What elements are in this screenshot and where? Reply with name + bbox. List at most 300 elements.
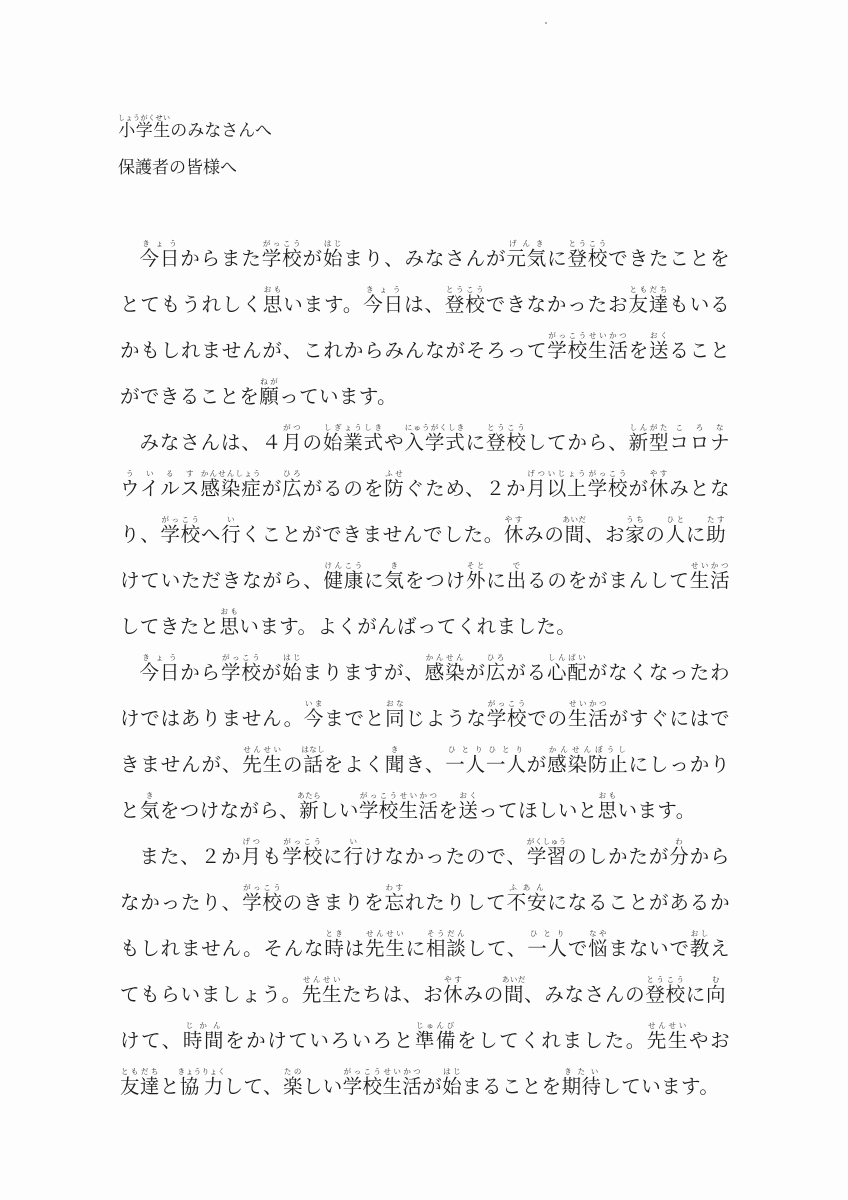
ruby-reading: なや bbox=[588, 929, 609, 938]
text-run: へ bbox=[200, 523, 222, 546]
ruby-base: 休 bbox=[503, 523, 525, 546]
ruby-reading: とうこう bbox=[485, 423, 527, 432]
ruby-reading: とうこう bbox=[645, 975, 686, 984]
salutation-guardians: 保護者の皆様へ bbox=[118, 158, 237, 178]
ruby-base: 外 bbox=[465, 569, 487, 592]
salutation-students: 小学生しょうがくせいのみなさんへ bbox=[118, 114, 272, 141]
text-run: できたことをとてもうれしく bbox=[120, 247, 731, 316]
text-run: からまた bbox=[180, 247, 262, 270]
ruby-reading: やす bbox=[443, 975, 464, 984]
text-run: けていただきながら、 bbox=[120, 569, 324, 592]
text-run: います。 bbox=[617, 799, 696, 822]
ruby-base: 間 bbox=[562, 523, 587, 546]
ruby-word bbox=[561, 1067, 602, 1098]
text-run: も bbox=[261, 845, 283, 868]
text-run: が bbox=[628, 477, 649, 500]
ruby-base: 登校 bbox=[645, 983, 686, 1006]
ruby-base: 休 bbox=[443, 983, 464, 1006]
ruby-base: 気 bbox=[384, 569, 405, 592]
text-run: き、 bbox=[405, 753, 446, 776]
ruby-base: 先生 bbox=[365, 937, 406, 960]
ruby-reading: ねが bbox=[259, 377, 280, 386]
text-run: がるのを bbox=[302, 477, 385, 500]
ruby-word bbox=[221, 653, 262, 684]
ruby-word bbox=[322, 239, 344, 270]
ruby-word bbox=[706, 975, 726, 1006]
text-run: もいるかもしれませんが、これからみんながそろって bbox=[120, 293, 730, 362]
ruby-base: 広 bbox=[485, 661, 507, 684]
text-run: までと bbox=[324, 707, 386, 730]
text-run: まり、みなさんが bbox=[343, 247, 507, 270]
ruby-reading: そと bbox=[465, 561, 486, 570]
paragraph-4 bbox=[120, 834, 730, 1110]
text-run: の bbox=[645, 523, 666, 546]
ruby-base: 広 bbox=[282, 477, 303, 500]
ruby-word bbox=[689, 929, 711, 960]
ruby-word bbox=[323, 561, 365, 592]
ruby-word bbox=[384, 469, 405, 500]
ruby-base: 学校生活 bbox=[342, 1075, 423, 1098]
ruby-base: 助 bbox=[706, 523, 726, 546]
ruby-word bbox=[343, 837, 364, 868]
ruby-reading: おく bbox=[458, 791, 479, 800]
ruby-base: 友達 bbox=[120, 1075, 160, 1098]
ruby-base: 生活 bbox=[689, 569, 731, 592]
text-run: にしっかりと bbox=[120, 753, 730, 822]
ruby-word bbox=[139, 239, 181, 270]
ruby-base: 先生 bbox=[646, 1029, 689, 1052]
ruby-reading: おし bbox=[689, 929, 710, 938]
ruby-reading: せいかつ bbox=[689, 561, 731, 570]
text-run: くことができませんでした。 bbox=[241, 523, 504, 546]
text-run: まりますが、 bbox=[302, 661, 425, 684]
text-run: みなさんは、４ bbox=[139, 431, 283, 454]
ruby-base: 感染症 bbox=[200, 477, 262, 500]
ruby-word bbox=[384, 561, 405, 592]
ruby-base: 期待 bbox=[561, 1075, 602, 1098]
ruby-reading: げつ bbox=[241, 837, 262, 846]
ruby-reading: とうこう bbox=[444, 285, 486, 294]
text-run: しています。 bbox=[601, 1075, 720, 1098]
ruby-base: 聞 bbox=[384, 753, 406, 776]
text-run: して、 bbox=[223, 1075, 283, 1098]
ruby-base: 協力 bbox=[177, 1075, 226, 1098]
ruby-reading: がっこう bbox=[261, 239, 303, 248]
ruby-word bbox=[547, 653, 588, 684]
text-run: をかけていろいろと bbox=[225, 1029, 415, 1052]
ruby-base: 不安 bbox=[506, 891, 548, 914]
ruby-word bbox=[120, 1067, 160, 1098]
ruby-base: 防 bbox=[384, 477, 405, 500]
ruby-word bbox=[404, 423, 466, 454]
ruby-reading: あいだ bbox=[562, 515, 587, 524]
text-run: まることを bbox=[462, 1075, 562, 1098]
ruby-base: 月以上 bbox=[526, 477, 588, 500]
text-run: るのをがまんして bbox=[527, 569, 690, 592]
ruby-reading: ひと bbox=[665, 515, 686, 524]
ruby-base: 先生 bbox=[242, 753, 283, 776]
ruby-reading: ひとり bbox=[527, 929, 568, 938]
text-run: が bbox=[526, 753, 548, 776]
ruby-reading: せいかつ bbox=[567, 699, 609, 708]
ruby-reading: おも bbox=[262, 285, 283, 294]
ruby-word bbox=[139, 791, 160, 822]
ruby-word bbox=[221, 515, 242, 546]
ruby-base: 思 bbox=[219, 615, 240, 638]
ruby-base: 登校 bbox=[444, 293, 486, 316]
ruby-word bbox=[646, 1021, 689, 1052]
text-run: が bbox=[261, 661, 283, 684]
text-run: して、 bbox=[466, 937, 528, 960]
text-run: をつけ bbox=[404, 569, 466, 592]
ruby-reading: はなし bbox=[301, 745, 326, 754]
text-run: 、みなさんの bbox=[523, 983, 646, 1006]
text-run: をつけながら、 bbox=[159, 799, 300, 822]
ruby-base: 悩 bbox=[588, 937, 609, 960]
ruby-base: 学校 bbox=[242, 891, 283, 914]
ruby-reading: かんせんぼうし bbox=[547, 745, 629, 754]
ruby-word bbox=[506, 561, 528, 592]
ruby-base: 健康 bbox=[323, 569, 365, 592]
ruby-base: 思 bbox=[597, 799, 618, 822]
ruby-base: 行 bbox=[343, 845, 364, 868]
ruby-reading: きょう bbox=[139, 653, 180, 662]
ruby-base: 相談 bbox=[425, 937, 467, 960]
ruby-word bbox=[628, 285, 670, 316]
ruby-word bbox=[562, 515, 587, 546]
ruby-base: 元気 bbox=[506, 247, 548, 270]
ruby-reading: む bbox=[706, 975, 726, 984]
ruby-base: 学校 bbox=[282, 845, 324, 868]
ruby-reading: やす bbox=[648, 469, 669, 478]
ruby-base: 今日 bbox=[139, 247, 181, 270]
ruby-base: 心配 bbox=[547, 661, 588, 684]
text-run: を bbox=[438, 799, 459, 822]
ruby-base: 先生 bbox=[301, 983, 343, 1006]
ruby-word bbox=[242, 745, 283, 776]
ruby-word bbox=[358, 791, 439, 822]
ruby-word bbox=[301, 975, 343, 1006]
text-run: の bbox=[282, 753, 304, 776]
ruby-base: 学校 bbox=[160, 523, 201, 546]
ruby-base: 向 bbox=[706, 983, 726, 1006]
ruby-reading: きょう bbox=[363, 285, 404, 294]
ruby-reading: おも bbox=[219, 607, 240, 616]
ruby-word bbox=[282, 837, 324, 868]
ruby-reading: きょう bbox=[139, 239, 180, 248]
text-run: みとなり、 bbox=[120, 477, 731, 546]
ruby-reading: い bbox=[221, 515, 241, 524]
ruby-word bbox=[242, 883, 283, 914]
ruby-word bbox=[425, 929, 467, 960]
ruby-reading: しんがた bbox=[628, 423, 669, 432]
text-run: の bbox=[302, 431, 323, 454]
text-run: っています。 bbox=[279, 385, 398, 408]
text-run: での bbox=[527, 707, 568, 730]
ruby-reading: がっこう bbox=[282, 837, 323, 846]
ruby-word bbox=[445, 745, 527, 776]
text-run: してから、 bbox=[526, 431, 629, 454]
ruby-reading: きょうりょく bbox=[177, 1067, 226, 1076]
ruby-base: 家 bbox=[625, 523, 646, 546]
ruby-reading: はじ bbox=[442, 1067, 463, 1076]
paragraph-1 bbox=[120, 236, 730, 420]
ruby-base: 登校 bbox=[567, 247, 609, 270]
ruby-word bbox=[160, 515, 201, 546]
ruby-base: 分 bbox=[669, 845, 690, 868]
ruby-word bbox=[465, 561, 487, 592]
ruby-reading: かんせんしょう bbox=[200, 469, 262, 478]
ruby-reading: ころなういるす bbox=[120, 423, 731, 478]
text-run: えてもらいましょう。 bbox=[120, 937, 731, 1006]
ruby-word bbox=[384, 883, 405, 914]
ruby-word bbox=[628, 423, 670, 454]
ruby-word bbox=[241, 837, 262, 868]
ruby-reading: しんぱい bbox=[547, 653, 588, 662]
text-run: ぐため、２か bbox=[404, 477, 527, 500]
text-run: に bbox=[364, 569, 385, 592]
ruby-word bbox=[282, 1067, 303, 1098]
ruby-base: 始 bbox=[442, 1075, 463, 1098]
text-run: は、 bbox=[404, 293, 445, 316]
ruby-word bbox=[648, 469, 670, 500]
ruby-base: 学校 bbox=[261, 247, 303, 270]
text-run: をしてくれました。 bbox=[457, 1029, 647, 1052]
ruby-reading: おな bbox=[385, 699, 406, 708]
text-run: に bbox=[486, 569, 507, 592]
text-run: に bbox=[323, 845, 344, 868]
ruby-base: 学校 bbox=[587, 477, 629, 500]
text-run: また、２か bbox=[139, 845, 242, 868]
ruby-word bbox=[259, 377, 280, 408]
text-run: が bbox=[422, 1075, 443, 1098]
ruby-word bbox=[506, 883, 548, 914]
ruby-base: 友達 bbox=[628, 293, 670, 316]
ruby-reading: あいだ bbox=[501, 975, 526, 984]
ruby-base: 準備 bbox=[414, 1029, 458, 1052]
ruby-base: 思 bbox=[262, 293, 284, 316]
ruby-reading: き bbox=[384, 745, 405, 754]
ruby-base: 人 bbox=[665, 523, 686, 546]
ruby-word bbox=[261, 239, 303, 270]
ruby-reading: がっこう bbox=[242, 883, 283, 892]
ruby-word bbox=[547, 331, 629, 362]
text-run: ってほしいと bbox=[478, 799, 598, 822]
ruby-word bbox=[442, 1067, 463, 1098]
ruby-reading: たの bbox=[282, 1067, 303, 1076]
ruby-reading: いま bbox=[303, 699, 324, 708]
ruby-reading: かんせん bbox=[424, 653, 466, 662]
ruby-base: コロナウイルス bbox=[120, 431, 731, 500]
ruby-reading: き bbox=[139, 791, 160, 800]
ruby-reading: おも bbox=[597, 791, 618, 800]
ruby-word bbox=[342, 1067, 423, 1098]
ruby-word bbox=[665, 515, 686, 546]
ruby-word bbox=[485, 423, 527, 454]
text-run: や bbox=[384, 431, 405, 454]
ruby-reading: はじ bbox=[322, 239, 343, 248]
ruby-word bbox=[669, 837, 690, 868]
text-run: が bbox=[302, 247, 323, 270]
ruby-reading: せんせい bbox=[242, 745, 283, 754]
text-run: と bbox=[159, 1075, 180, 1098]
ruby-word bbox=[262, 285, 284, 316]
ruby-base: 学校生活 bbox=[358, 799, 439, 822]
ruby-base: 気 bbox=[139, 799, 160, 822]
ruby-reading: せんせい bbox=[301, 975, 342, 984]
ruby-word bbox=[526, 469, 588, 500]
ruby-base: 新型 bbox=[628, 431, 670, 454]
ruby-reading: やす bbox=[503, 515, 524, 524]
ruby-reading: がっこうせいかつ bbox=[358, 791, 439, 800]
ruby-reading: せんせい bbox=[365, 929, 406, 938]
ruby-word bbox=[649, 331, 670, 362]
ruby-base: 今 bbox=[303, 707, 325, 730]
ruby-reading: ひとりひとり bbox=[445, 745, 527, 754]
ruby-reading: しぎょうしき bbox=[322, 423, 384, 432]
text-run: してきたと bbox=[120, 615, 220, 638]
ruby-reading: ひろ bbox=[485, 653, 506, 662]
ruby-base: 感染防止 bbox=[547, 753, 629, 776]
ruby-reading: ともだち bbox=[628, 285, 669, 294]
ruby-base: 送 bbox=[458, 799, 479, 822]
ruby-base: 休 bbox=[648, 477, 670, 500]
ruby-base: 月 bbox=[241, 845, 262, 868]
ruby-word bbox=[625, 515, 646, 546]
text-run: のきまりを bbox=[282, 891, 385, 914]
ruby-reading: にゅうがくしき bbox=[404, 423, 466, 432]
ruby-word bbox=[384, 745, 406, 776]
ruby-base: 始 bbox=[282, 661, 303, 684]
ruby-base: 学校 bbox=[486, 707, 528, 730]
ruby-base: 間 bbox=[501, 983, 526, 1006]
ruby-base: 入学式 bbox=[404, 431, 466, 454]
ruby-base: 今日 bbox=[363, 293, 405, 316]
letter-body bbox=[120, 236, 730, 1110]
text-run: は bbox=[344, 937, 366, 960]
text-run: けなかったので、 bbox=[363, 845, 527, 868]
ruby-base: 学校生活 bbox=[547, 339, 629, 362]
ruby-reading: ともだち bbox=[120, 1067, 160, 1076]
ruby-base: 教 bbox=[689, 937, 711, 960]
ruby-reading: がっこう bbox=[221, 653, 262, 662]
text-run: います。 bbox=[283, 293, 364, 316]
ruby-word bbox=[706, 515, 726, 546]
ruby-word: 小学生しょうがくせい bbox=[118, 114, 171, 141]
ruby-word bbox=[219, 607, 240, 638]
ruby-word bbox=[567, 239, 609, 270]
text-run: から bbox=[180, 661, 221, 684]
ruby-word bbox=[324, 929, 345, 960]
ruby-base: 同 bbox=[385, 707, 406, 730]
ruby-word bbox=[503, 515, 525, 546]
ruby-word bbox=[645, 975, 686, 1006]
ruby-reading: そうだん bbox=[425, 929, 467, 938]
text-run: 、お bbox=[584, 523, 626, 546]
ruby-word bbox=[139, 653, 181, 684]
ruby-word bbox=[485, 653, 507, 684]
ruby-reading: い bbox=[343, 837, 364, 846]
ruby-reading: がっこうせいかつ bbox=[547, 331, 629, 340]
ruby-word bbox=[385, 699, 406, 730]
ruby-base: 新 bbox=[297, 799, 322, 822]
ruby-word bbox=[200, 469, 262, 500]
ruby-reading: がっこう bbox=[486, 699, 527, 708]
ruby-word bbox=[486, 699, 528, 730]
ruby-word bbox=[414, 1021, 458, 1052]
text-run: しい bbox=[302, 1075, 343, 1098]
ruby-word bbox=[322, 423, 385, 454]
ruby-reading: じゅんび bbox=[414, 1021, 456, 1030]
ruby-word bbox=[301, 745, 326, 776]
ruby-reading: とき bbox=[324, 929, 345, 938]
paragraph-3 bbox=[120, 650, 730, 834]
ruby-reading: うち bbox=[625, 515, 646, 524]
ruby-base: 学校 bbox=[221, 661, 262, 684]
ruby-reading: がっこうせいかつ bbox=[342, 1067, 423, 1076]
text-run: みの bbox=[524, 523, 565, 546]
ruby-base: 学習 bbox=[526, 845, 567, 868]
text-run: たちは、お bbox=[342, 983, 444, 1006]
ruby-base: 始業式 bbox=[322, 431, 385, 454]
ruby-word bbox=[527, 929, 568, 960]
ruby-word bbox=[443, 975, 464, 1006]
text-run: やお bbox=[689, 1029, 730, 1052]
ruby-word bbox=[177, 1067, 226, 1098]
ruby-base: 今日 bbox=[139, 661, 181, 684]
text-run: に bbox=[685, 523, 707, 546]
text-run: ることができることを bbox=[120, 339, 731, 408]
ruby-base: 月 bbox=[282, 431, 303, 454]
text-run: います。よくがんばってくれました。 bbox=[239, 615, 577, 638]
ruby-reading: はじ bbox=[282, 653, 303, 662]
ruby-reading: けんこう bbox=[323, 561, 364, 570]
ruby-reading: がっこう bbox=[160, 515, 201, 524]
text-run: できなかったお bbox=[485, 293, 629, 316]
ruby-reading: わす bbox=[384, 883, 405, 892]
ruby-word bbox=[567, 699, 609, 730]
ruby-base: 行 bbox=[221, 523, 242, 546]
ruby-word bbox=[501, 975, 526, 1006]
ruby-base: 出 bbox=[506, 569, 528, 592]
ruby-base: 登校 bbox=[485, 431, 527, 454]
ruby-word bbox=[282, 653, 303, 684]
ruby-word bbox=[597, 791, 618, 822]
ruby-word bbox=[182, 1021, 226, 1052]
text-run: しい bbox=[319, 799, 359, 822]
text-run: じような bbox=[405, 707, 487, 730]
ruby-word bbox=[282, 469, 303, 500]
ruby-reading: がつ bbox=[282, 423, 303, 432]
ruby-base: 楽 bbox=[282, 1075, 303, 1098]
ruby-base: 始 bbox=[322, 247, 344, 270]
text-run: で bbox=[567, 937, 589, 960]
ruby-word bbox=[363, 285, 405, 316]
ruby-word bbox=[689, 561, 731, 592]
ruby-base: 話 bbox=[301, 753, 326, 776]
ruby-reading: がくしゅう bbox=[526, 837, 567, 846]
ruby-reading: せんせい bbox=[646, 1021, 688, 1030]
ruby-reading: で bbox=[506, 561, 527, 570]
ruby-reading: き bbox=[384, 561, 405, 570]
paragraph-2 bbox=[120, 420, 730, 650]
ruby-word bbox=[506, 239, 548, 270]
ruby-word bbox=[297, 791, 322, 822]
ruby-word bbox=[424, 653, 466, 684]
text-run: が bbox=[261, 477, 283, 500]
ruby-reading: げついじょう bbox=[526, 469, 588, 478]
ruby-reading: たす bbox=[706, 515, 726, 524]
